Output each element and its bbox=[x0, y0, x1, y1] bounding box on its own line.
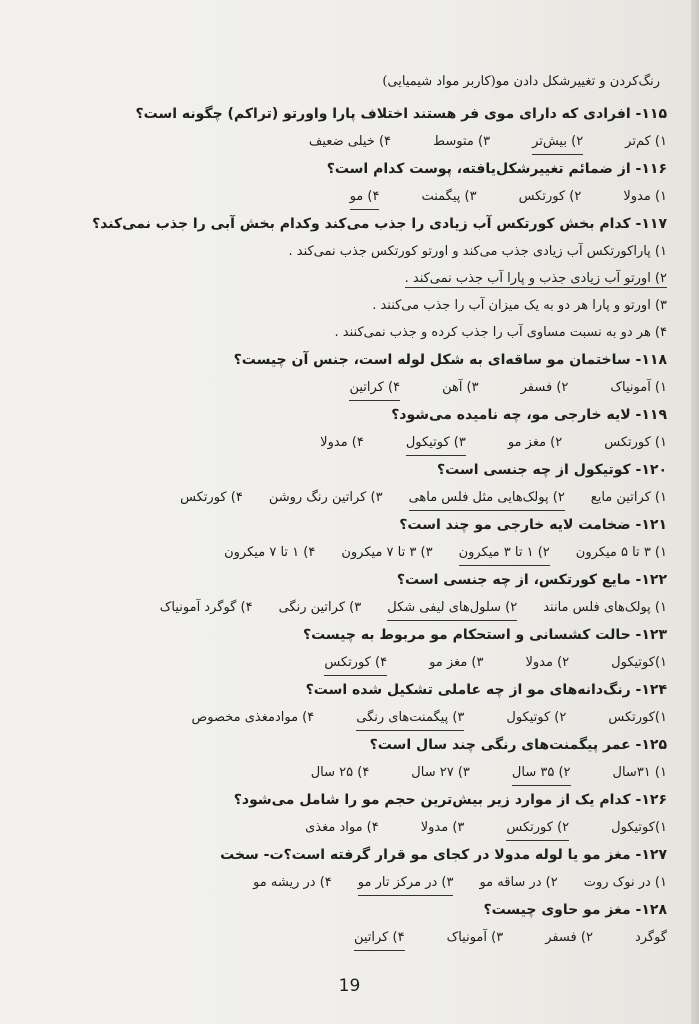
answer-option-correct: ۲) کورتکس bbox=[506, 814, 569, 841]
answer-option: ۲) در ساقه مو bbox=[479, 875, 558, 890]
answer-option: ۳) ۳ تا ۷ میکرون bbox=[341, 545, 433, 560]
question-list bbox=[22, 100, 667, 951]
answer-option: ۳) متوسط bbox=[433, 134, 491, 149]
answer-option-correct: ۴) کراتین bbox=[354, 924, 405, 951]
question-item bbox=[22, 621, 667, 676]
question-title: ۱۱۵- افرادی که دارای موی فر هستند اختلاف پارا واورتو (تراکم) چگونه است؟ bbox=[135, 106, 667, 122]
question-title: ۱۲۲- مایع کورتکس، از چه جنسی است؟ bbox=[396, 572, 667, 588]
answer-options-row bbox=[22, 128, 667, 155]
answer-option-correct: ۳) کوتیکول bbox=[406, 429, 466, 456]
answer-option: ۲) کوتیکول bbox=[506, 710, 567, 725]
answer-option-line bbox=[22, 292, 667, 319]
answer-options-row bbox=[22, 649, 667, 676]
answer-option: ۱)کوتیکول bbox=[611, 820, 667, 835]
answer-option: ۱) پاراکورتکس آب زیادی جذب می‌کند و اورتو کورتکس جذب نمی‌کند . bbox=[288, 244, 667, 259]
answer-options-row bbox=[22, 539, 667, 566]
answer-option-correct: ۲) اورتو آب زیادی جذب و پارا آب جذب نمی‌کند . bbox=[404, 271, 667, 286]
answer-option: ۳) ۲۷ سال bbox=[411, 765, 470, 780]
answer-option: ۱) ۳۱سال bbox=[612, 765, 667, 780]
answer-option: ۳) پیگمنت bbox=[421, 189, 477, 204]
answer-option: ۳) کراتین رنگ روشن bbox=[268, 490, 383, 505]
answer-options-row bbox=[22, 374, 667, 401]
question-item bbox=[22, 511, 667, 566]
answer-option: ۱) ۳ تا ۵ میکرون bbox=[575, 545, 667, 560]
answer-option: ۲) فسفر bbox=[520, 380, 569, 395]
answer-option-correct: ۴) کورتکس bbox=[324, 649, 387, 676]
answer-option-correct: ۲) ۱ تا ۳ میکرون bbox=[459, 539, 550, 566]
answer-option: ۴) خیلی ضعیف bbox=[308, 134, 392, 149]
answer-option: ۱)کورتکس bbox=[608, 710, 667, 725]
answer-option-correct: ۳) در مرکز تار مو bbox=[358, 869, 454, 896]
answer-options-row bbox=[22, 704, 667, 731]
answer-option-correct: ۴) مو bbox=[350, 183, 380, 210]
page-header: رنگ‌کردن و تغییرشکل دادن مو(کاربر مواد شیمیایی) bbox=[382, 74, 660, 89]
answer-option-correct: ۲) سلول‌های لیفی شکل bbox=[387, 594, 517, 621]
answer-option-line bbox=[22, 319, 667, 346]
answer-option: ۱) مدولا bbox=[623, 189, 667, 204]
answer-option: ۱) کراتین مایع bbox=[590, 490, 667, 505]
answer-option: ۴) هر دو به نسبت مساوی آب را جذب کرده و جذب نمی‌کنند . bbox=[334, 325, 667, 340]
answer-option: ۱) در نوک روت bbox=[583, 875, 667, 890]
question-title: ۱۲۳- حالت کشسانی و استحکام مو مربوط به چیست؟ bbox=[302, 627, 667, 643]
question-title: ۱۱۷- کدام بخش کورتکس آب زیادی را جذب می‌کند وکدام بخش آبی را جذب نمی‌کند؟ bbox=[92, 216, 667, 232]
answer-option-correct: ۲) پولک‌هایی مثل فلس ماهی bbox=[409, 484, 565, 511]
answer-option-correct: ۲) بیش‌تر bbox=[532, 128, 583, 155]
page-number: 19 bbox=[338, 976, 361, 996]
answer-option: ۴) گوگرد آمونیاک bbox=[159, 600, 253, 615]
answer-option: ۴) ۱ تا ۷ میکرون bbox=[224, 545, 316, 560]
question-item bbox=[22, 210, 667, 346]
page-edge-shadow bbox=[691, 0, 699, 1024]
answer-option-correct: ۴) کراتین bbox=[349, 374, 400, 401]
answer-option: ۳) آهن bbox=[442, 380, 479, 395]
question-item bbox=[22, 100, 667, 155]
answer-option-correct: ۳) پیگمنت‌های رنگی bbox=[356, 704, 464, 731]
answer-option-line bbox=[22, 238, 667, 265]
answer-option: ۳) کراتین رنگی bbox=[278, 600, 362, 615]
answer-options-row bbox=[22, 814, 667, 841]
answer-options-row bbox=[22, 429, 667, 456]
answer-option: ۲) مدولا bbox=[525, 655, 570, 670]
question-item bbox=[22, 456, 667, 511]
answer-option: ۴) مدولا bbox=[320, 435, 364, 450]
answer-option: ۴) ۲۵ سال bbox=[310, 765, 370, 780]
question-title: ۱۲۸- مغز مو حاوی چیست؟ bbox=[483, 902, 667, 918]
question-title: ۱۲۶- کدام یک از موارد زیر بیش‌ترین حجم مو را شامل می‌شود؟ bbox=[233, 792, 667, 808]
answer-option: گوگرد bbox=[634, 930, 667, 945]
question-title: ۱۱۶- از ضمائم تغییرشکل‌یافته، پوست کدام است؟ bbox=[326, 161, 667, 177]
answer-option: ۱)کوتیکول bbox=[611, 655, 667, 670]
question-title: ۱۲۷- مغز مو یا لوله مدولا در کجای مو قرار گرفته است؟ت- سخت bbox=[220, 847, 667, 863]
answer-option-correct: ۲) ۳۵ سال bbox=[512, 759, 571, 786]
question-item bbox=[22, 676, 667, 731]
answer-option: ۱) کم‌تر bbox=[625, 134, 667, 149]
answer-option: ۴) موادمغذی مخصوص bbox=[191, 710, 315, 725]
answer-options-row bbox=[22, 924, 667, 951]
question-title: ۱۱۸- ساختمان مو ساقه‌ای به شکل لوله است، جنس آن چیست؟ bbox=[233, 352, 667, 368]
answer-options-row bbox=[22, 869, 667, 896]
answer-option: ۲) فسفر bbox=[545, 930, 593, 945]
question-title: ۱۲۰- کوتیکول از چه جنسی است؟ bbox=[437, 462, 667, 478]
question-item bbox=[22, 346, 667, 401]
answer-option: ۳) مغز مو bbox=[429, 655, 484, 670]
answer-options-row bbox=[22, 183, 667, 210]
answer-option: ۱) پولک‌های فلس مانند bbox=[543, 600, 667, 615]
answer-option: ۴) در ریشه مو bbox=[253, 875, 332, 890]
question-item bbox=[22, 401, 667, 456]
answer-option: ۱) کورتکس bbox=[604, 435, 667, 450]
question-title: ۱۱۹- لایه خارجی مو، چه نامیده می‌شود؟ bbox=[391, 407, 667, 423]
answer-option: ۳) آمونیاک bbox=[446, 930, 504, 945]
answer-option: ۳) مدولا bbox=[420, 820, 465, 835]
answer-option: ۱) آمونیاک bbox=[610, 380, 667, 395]
question-item bbox=[22, 566, 667, 621]
question-title: ۱۲۱- ضخامت لایه خارجی مو چند است؟ bbox=[399, 517, 667, 533]
question-item bbox=[22, 841, 667, 896]
answer-option: ۴) کورتکس bbox=[180, 490, 243, 505]
answer-option: ۳) اورتو و پارا هر دو به یک میزان آب را جذب می‌کنند . bbox=[372, 298, 667, 313]
answer-options-row bbox=[22, 484, 667, 511]
question-title: ۱۲۴- رنگ‌دانه‌های مو از چه عاملی تشکیل شده است؟ bbox=[305, 682, 667, 698]
answer-option-line bbox=[22, 265, 667, 292]
question-item bbox=[22, 786, 667, 841]
answer-option: ۴) مواد مغذی bbox=[305, 820, 379, 835]
question-title: ۱۲۵- عمر پیگمنت‌های رنگی چند سال است؟ bbox=[369, 737, 667, 753]
answer-options-row bbox=[22, 594, 667, 621]
answer-option: ۲) کورتکس bbox=[518, 189, 582, 204]
question-item bbox=[22, 155, 667, 210]
answer-options-row bbox=[22, 759, 667, 786]
question-item bbox=[22, 896, 667, 951]
question-item bbox=[22, 731, 667, 786]
answer-option: ۲) مغز مو bbox=[507, 435, 563, 450]
